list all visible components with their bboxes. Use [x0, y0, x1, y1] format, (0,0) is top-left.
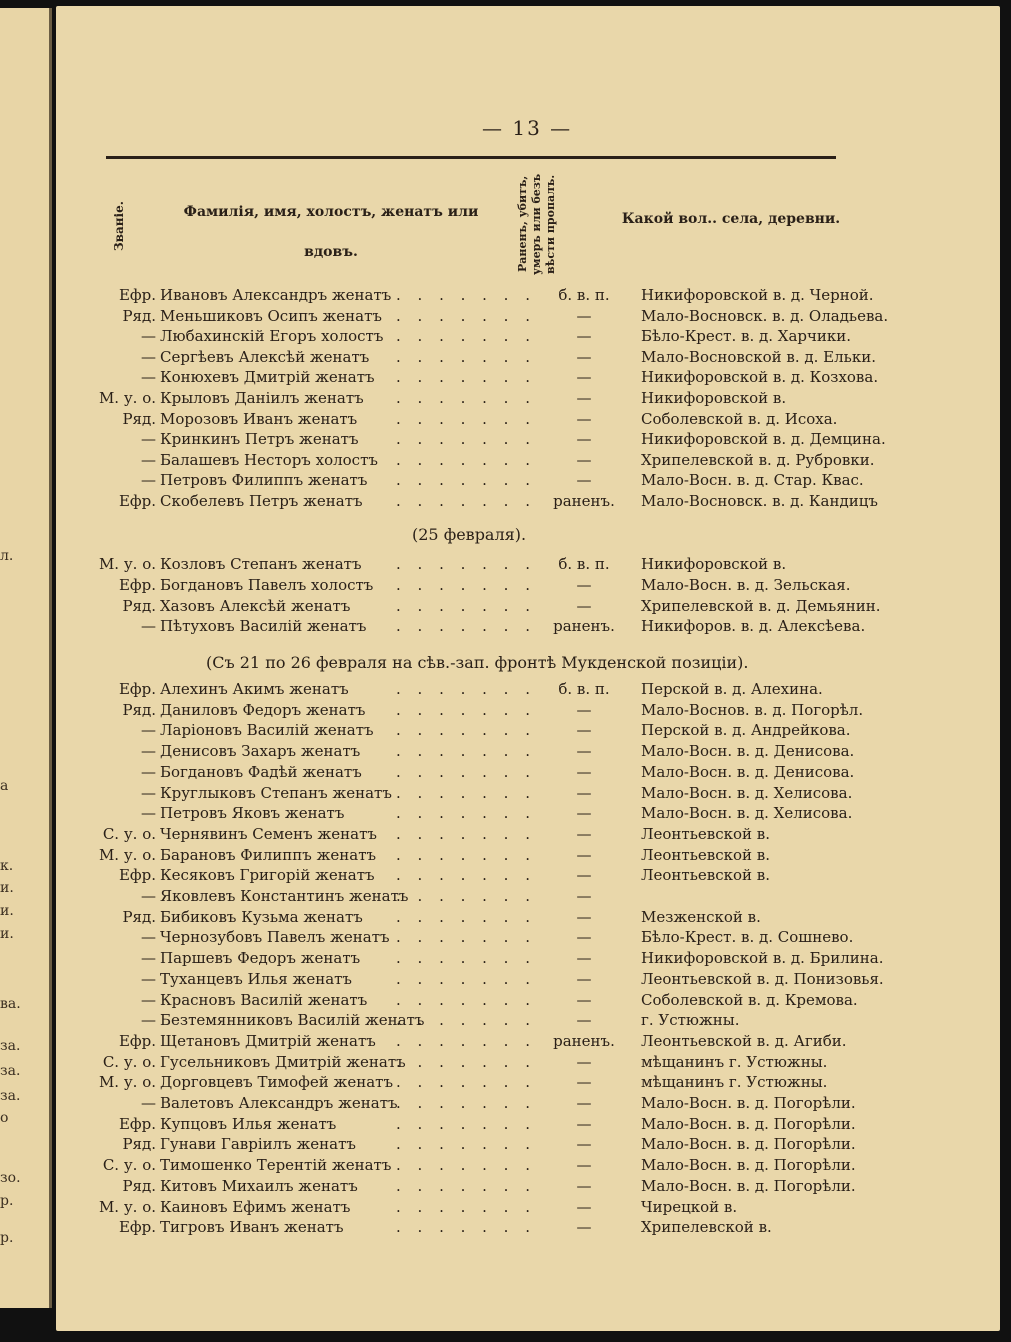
leader-dots: . . . . . . . — [396, 700, 536, 719]
row-status: — — [576, 450, 592, 469]
row-place: Мало-Восновск. в. д. Оладьева. — [641, 306, 889, 325]
row-place: Леонтьевской в. д. Понизовья. — [641, 969, 884, 988]
table-row — [96, 1177, 896, 1197]
table-row — [96, 576, 896, 596]
table-row — [96, 721, 896, 741]
row-name: Гусельниковъ Дмитрій женатъ — [160, 1052, 406, 1071]
row-name: Меньшиковъ Осипъ женатъ — [160, 306, 382, 325]
row-name: Петровъ Филиппъ женатъ — [160, 471, 368, 490]
row-rank: Ряд. — [122, 409, 156, 428]
table-row — [96, 307, 896, 327]
section-title-mukden: (Съ 21 по 26 февраля на сѣв.-зап. фронтѣ Мукденской позиціи). — [206, 653, 749, 672]
row-place: Никифоров. в. д. Алексѣева. — [641, 617, 866, 636]
left-page-fragment: л. — [0, 548, 14, 564]
row-status: — — [576, 762, 592, 781]
header-name: Фамилія, имя, холостъ, женатъ или вдовъ. — [183, 204, 479, 260]
row-rank: М. у. о. — [98, 1073, 156, 1092]
table-row — [96, 763, 896, 783]
table-row — [96, 908, 896, 928]
row-name: Китовъ Михаилъ женатъ — [160, 1176, 358, 1195]
row-rank: — — [141, 969, 156, 988]
table-row — [96, 286, 896, 306]
table-row — [96, 1218, 896, 1238]
table-row — [96, 1011, 896, 1031]
left-page-fragment: р. — [0, 1230, 14, 1246]
left-page-fragment: за. — [0, 1088, 21, 1104]
left-page-fragment: к. — [0, 858, 14, 874]
leader-dots: . . . . . . . — [396, 845, 536, 864]
row-name: Балашевъ Несторъ холостъ — [160, 450, 378, 469]
row-name: Любахинскій Егоръ холостъ — [160, 327, 384, 346]
row-rank: Ефр. — [118, 575, 156, 594]
row-status: — — [576, 1094, 592, 1112]
table-row — [96, 471, 896, 491]
row-place: Никифоровской в. д. Черной. — [641, 286, 874, 304]
row-status: — — [576, 471, 592, 490]
table-row — [96, 1094, 896, 1114]
row-rank: Ряд. — [122, 1176, 156, 1195]
row-name: Купцовъ Илья женатъ — [160, 1114, 337, 1133]
table-row — [96, 348, 896, 368]
leader-dots: . . . . . . . — [396, 949, 536, 968]
row-place: Чирецкой в. — [641, 1197, 738, 1216]
row-name: Алехинъ Акимъ женатъ — [160, 680, 349, 698]
row-place: Хрипелевской в. д. Демьянин. — [641, 596, 881, 615]
row-rank: — — [141, 368, 156, 387]
leader-dots: . . . . . . . — [396, 1094, 536, 1112]
leader-dots: . . . . . . . — [396, 596, 536, 615]
table-row — [96, 970, 896, 990]
leader-dots: . . . . . . . — [396, 1176, 536, 1195]
row-rank: — — [141, 450, 156, 469]
row-name: Чернозубовъ Павелъ женатъ — [160, 928, 390, 947]
table-row — [96, 784, 896, 804]
table-row — [96, 430, 896, 450]
row-rank: Ефр. — [118, 1114, 156, 1133]
leader-dots: . . . . . . . — [396, 430, 536, 449]
table-row — [96, 555, 896, 575]
row-rank: — — [141, 430, 156, 449]
left-page-fragment: ва. — [0, 996, 21, 1012]
row-status: — — [576, 949, 592, 968]
row-status: раненъ. — [553, 617, 615, 636]
row-rank: М. у. о. — [98, 555, 156, 573]
row-name: Безтемянниковъ Василій женатъ — [160, 1011, 425, 1030]
leader-dots: . . . . . . . — [396, 969, 536, 988]
row-place: Леонтьевской в. — [641, 866, 770, 885]
row-status: — — [576, 1052, 592, 1071]
row-rank: Ефр. — [118, 866, 156, 885]
row-place: Мало-Восн. в. д. Хелисова. — [641, 783, 853, 802]
row-status: — — [576, 804, 592, 823]
row-place: Мало-Восн. в. д. Погорѣли. — [641, 1135, 856, 1154]
row-name: Туханцевъ Илья женатъ — [160, 969, 352, 988]
row-status: — — [576, 596, 592, 615]
row-rank: Ефр. — [118, 286, 156, 304]
table-row — [96, 451, 896, 471]
table-row — [96, 1135, 896, 1155]
row-place: Соболевской в. д. Исоха. — [641, 409, 838, 428]
row-place: Соболевской в. д. Кремова. — [641, 990, 858, 1009]
row-place: Леонтьевской в. — [641, 845, 770, 864]
row-rank: Ефр. — [118, 680, 156, 698]
row-status: б. в. п. — [558, 555, 610, 573]
row-rank: С. у. о. — [102, 1156, 156, 1175]
row-place: Мало-Воснов. в. д. Погорѣл. — [641, 700, 864, 719]
leader-dots: . . . . . . . — [396, 990, 536, 1009]
leader-dots: . . . . . . . — [396, 347, 536, 366]
row-status: — — [576, 1011, 592, 1030]
leader-dots: . . . . . . . — [396, 492, 536, 510]
leader-dots: . . . . . . . — [396, 907, 536, 926]
row-place: г. Устюжны. — [641, 1011, 740, 1030]
row-rank: М. у. о. — [98, 389, 156, 407]
row-place: Бѣло-Крест. в. д. Харчики. — [641, 327, 852, 346]
leader-dots: . . . . . . . — [396, 617, 536, 636]
row-name: Петровъ Яковъ женатъ — [160, 804, 345, 823]
row-status: — — [576, 1156, 592, 1175]
row-place: Мало-Восн. в. д. Погорѣли. — [641, 1114, 856, 1133]
row-place: Хрипелевской в. д. Рубровки. — [641, 450, 875, 469]
row-rank: — — [141, 887, 156, 905]
row-rank: — — [141, 327, 156, 346]
left-page-fragment: и. — [0, 926, 14, 942]
row-status: — — [576, 1218, 592, 1237]
row-place: Мало-Восновск. в. д. Кандицъ — [641, 492, 878, 510]
leader-dots: . . . . . . . — [396, 1218, 536, 1237]
leader-dots: . . . . . . . — [396, 887, 536, 905]
row-status: — — [576, 575, 592, 594]
row-status: — — [576, 1197, 592, 1216]
row-rank: — — [141, 617, 156, 636]
row-status: — — [576, 347, 592, 366]
left-page-fragment: и. — [0, 880, 14, 896]
row-name: Тимошенко Терентій женатъ — [160, 1156, 392, 1175]
row-rank: М. у. о. — [98, 845, 156, 864]
leader-dots: . . . . . . . — [396, 1011, 536, 1030]
row-name: Сергѣевъ Алексѣй женатъ — [160, 347, 370, 366]
left-page-fragment: и. — [0, 903, 14, 919]
leader-dots: . . . . . . . — [396, 928, 536, 947]
row-name: Пѣтуховъ Василій женатъ — [160, 617, 367, 636]
leader-dots: . . . . . . . — [396, 804, 536, 823]
table-row — [96, 1032, 896, 1052]
row-status: — — [576, 409, 592, 428]
row-name: Каиновъ Ефимъ женатъ — [160, 1197, 351, 1216]
leader-dots: . . . . . . . — [396, 783, 536, 802]
row-rank: — — [141, 783, 156, 802]
row-status: — — [576, 990, 592, 1009]
row-rank: — — [141, 804, 156, 823]
left-page-fragment: о — [0, 1110, 9, 1126]
row-name: Гунави Гавріилъ женатъ — [160, 1135, 356, 1154]
row-name: Красновъ Василій женатъ — [160, 990, 368, 1009]
leader-dots: . . . . . . . — [396, 575, 536, 594]
leader-dots: . . . . . . . — [396, 1135, 536, 1154]
document-page — [56, 6, 1000, 1331]
row-place: Никифоровской в. — [641, 555, 787, 573]
row-place: Мало-Восн. в. д. Зельская. — [641, 575, 851, 594]
row-place: Мало-Восн. в. д. Стар. Квас. — [641, 471, 864, 490]
header-place: Какой вол.. села, деревни. — [621, 211, 841, 227]
row-place: Мезженской в. — [641, 907, 761, 926]
row-place: Перской в. д. Алехина. — [641, 680, 823, 698]
table-row — [96, 1198, 896, 1218]
row-place: мѣщанинъ г. Устюжны. — [641, 1073, 828, 1092]
row-name: Ларіоновъ Василій женатъ — [160, 721, 374, 740]
row-place: Мало-Восн. в. д. Погорѣли. — [641, 1156, 856, 1175]
row-name: Валетовъ Александръ женатъ — [160, 1094, 398, 1112]
row-rank: Ряд. — [122, 1135, 156, 1154]
row-rank: Ряд. — [122, 596, 156, 615]
row-rank: Ряд. — [122, 306, 156, 325]
row-status: — — [576, 824, 592, 843]
row-name: Морозовъ Иванъ женатъ — [160, 409, 358, 428]
table-row — [96, 866, 896, 886]
leader-dots: . . . . . . . — [396, 1197, 536, 1216]
leader-dots: . . . . . . . — [396, 389, 536, 407]
row-rank: — — [141, 471, 156, 490]
row-name: Богдановъ Павелъ холостъ — [160, 575, 374, 594]
row-status: б. в. п. — [558, 286, 610, 304]
row-name: Чернявинъ Семенъ женатъ — [160, 824, 377, 843]
table-row — [96, 991, 896, 1011]
row-status: — — [576, 866, 592, 885]
row-name: Хазовъ Алексѣй женатъ — [160, 596, 351, 615]
row-name: Конюхевъ Дмитрій женатъ — [160, 368, 375, 387]
left-page-fragment: р. — [0, 1193, 14, 1209]
page-edge-divider — [49, 8, 52, 1308]
leader-dots: . . . . . . . — [396, 680, 536, 698]
row-name: Скобелевъ Петръ женатъ — [160, 492, 363, 510]
leader-dots: . . . . . . . — [396, 721, 536, 740]
table-row — [96, 949, 896, 969]
leader-dots: . . . . . . . — [396, 1114, 536, 1133]
row-name: Богдановъ Фадѣй женатъ — [160, 762, 362, 781]
row-status: — — [576, 845, 592, 864]
row-rank: С. у. о. — [102, 824, 156, 843]
row-status: — — [576, 1114, 592, 1133]
table-row — [96, 742, 896, 762]
row-name: Даниловъ Федоръ женатъ — [160, 700, 366, 719]
table-top-rule — [106, 156, 836, 159]
row-name: Барановъ Филиппъ женатъ — [160, 845, 377, 864]
leader-dots: . . . . . . . — [396, 742, 536, 761]
row-status: — — [576, 700, 592, 719]
row-rank: Ряд. — [122, 907, 156, 926]
row-name: Козловъ Степанъ женатъ — [160, 555, 362, 573]
row-place: Леонтьевской в. д. Агиби. — [641, 1031, 847, 1050]
row-name: Яковлевъ Константинъ женатъ — [160, 887, 409, 905]
row-rank: — — [141, 928, 156, 947]
row-status: — — [576, 430, 592, 449]
row-rank: — — [141, 990, 156, 1009]
table-row — [96, 887, 896, 907]
leader-dots: . . . . . . . — [396, 1052, 536, 1071]
row-rank: Ряд. — [122, 700, 156, 719]
row-place: мѣщанинъ г. Устюжны. — [641, 1052, 828, 1071]
leader-dots: . . . . . . . — [396, 866, 536, 885]
table-row — [96, 368, 896, 388]
row-place: Хрипелевской в. — [641, 1218, 772, 1237]
header-rank: Званіе. — [112, 201, 126, 251]
row-name: Паршевъ Федоръ женатъ — [160, 949, 361, 968]
table-row — [96, 492, 896, 512]
row-place: Мало-Восн. в. д. Погорѣли. — [641, 1176, 856, 1195]
row-status: — — [576, 887, 592, 905]
row-place: Никифоровской в. — [641, 389, 787, 407]
row-name: Щетановъ Дмитрій женатъ — [160, 1031, 376, 1050]
row-rank: — — [141, 1011, 156, 1030]
row-rank: Ефр. — [118, 492, 156, 510]
row-rank: Ефр. — [118, 1031, 156, 1050]
table-row — [96, 846, 896, 866]
table-row — [96, 389, 896, 409]
row-place: Мало-Восн. в. д. Погорѣли. — [641, 1094, 856, 1112]
row-status: — — [576, 368, 592, 387]
row-name: Денисовъ Захаръ женатъ — [160, 742, 361, 761]
table-row — [96, 928, 896, 948]
leader-dots: . . . . . . . — [396, 824, 536, 843]
row-name: Ивановъ Александръ женатъ — [160, 286, 392, 304]
row-rank: — — [141, 762, 156, 781]
leader-dots: . . . . . . . — [396, 1073, 536, 1092]
row-place: Мало-Восновской в. д. Ельки. — [641, 347, 876, 366]
left-page-fragment: за. — [0, 1063, 21, 1079]
leader-dots: . . . . . . . — [396, 286, 536, 304]
row-status: — — [576, 1176, 592, 1195]
table-row — [96, 701, 896, 721]
row-place: Мало-Восн. в. д. Денисова. — [641, 762, 855, 781]
row-rank: Ефр. — [118, 1218, 156, 1237]
row-place: Никифоровской в. д. Демцина. — [641, 430, 886, 449]
row-name: Кринкинъ Петръ женатъ — [160, 430, 359, 449]
row-place: Никифоровской в. д. Козхова. — [641, 368, 879, 387]
row-status: — — [576, 327, 592, 346]
leader-dots: . . . . . . . — [396, 1031, 536, 1050]
leader-dots: . . . . . . . — [396, 409, 536, 428]
row-status: — — [576, 1073, 592, 1092]
row-status: — — [576, 1135, 592, 1154]
header-status: Раненъ, убитъ, умеръ или безъ вѣсти пропалъ. — [516, 173, 557, 275]
table-row — [96, 804, 896, 824]
row-status: — — [576, 306, 592, 325]
leader-dots: . . . . . . . — [396, 327, 536, 346]
table-row — [96, 1115, 896, 1135]
section-title-25-february: (25 февраля). — [412, 525, 527, 544]
row-status: — — [576, 721, 592, 740]
row-status: — — [576, 969, 592, 988]
row-status: раненъ. — [553, 492, 615, 510]
leader-dots: . . . . . . . — [396, 306, 536, 325]
leader-dots: . . . . . . . — [396, 368, 536, 387]
row-status: — — [576, 389, 592, 407]
leader-dots: . . . . . . . — [396, 450, 536, 469]
leader-dots: . . . . . . . — [396, 471, 536, 490]
table-row — [96, 1156, 896, 1176]
table-row — [96, 327, 896, 347]
row-rank: С. у. о. — [102, 1052, 156, 1071]
row-rank: — — [141, 721, 156, 740]
row-status: — — [576, 907, 592, 926]
row-place: Леонтьевской в. — [641, 824, 770, 843]
row-rank: — — [141, 347, 156, 366]
table-row — [96, 825, 896, 845]
row-status: б. в. п. — [558, 680, 610, 698]
row-name: Тигровъ Иванъ женатъ — [160, 1218, 344, 1237]
row-place: Бѣло-Крест. в. д. Сошнево. — [641, 928, 854, 947]
row-rank: — — [141, 742, 156, 761]
row-name: Бибиковъ Кузьма женатъ — [160, 907, 363, 926]
left-page-fragment: а — [0, 778, 9, 794]
table-row — [96, 1053, 896, 1073]
row-rank: — — [141, 949, 156, 968]
row-status: раненъ. — [553, 1031, 615, 1050]
row-place: Мало-Восн. в. д. Хелисова. — [641, 804, 853, 823]
page-number: — 13 — — [482, 116, 573, 140]
row-name: Крыловъ Даніилъ женатъ — [160, 389, 364, 407]
left-page-edge — [0, 8, 52, 1308]
table-row — [96, 617, 896, 637]
table-row — [96, 680, 896, 700]
row-place: Мало-Восн. в. д. Денисова. — [641, 742, 855, 761]
table-row — [96, 410, 896, 430]
row-place: Никифоровской в. д. Брилина. — [641, 949, 884, 968]
left-page-fragment: зо. — [0, 1170, 21, 1186]
row-status: — — [576, 742, 592, 761]
table-row — [96, 597, 896, 617]
leader-dots: . . . . . . . — [396, 555, 536, 573]
row-name: Кесяковъ Григорій женатъ — [160, 866, 375, 885]
row-name: Дорговцевъ Тимофей женатъ — [160, 1073, 393, 1092]
row-status: — — [576, 928, 592, 947]
table-row — [96, 1073, 896, 1093]
row-rank: — — [141, 1094, 156, 1112]
row-rank: М. у. о. — [98, 1197, 156, 1216]
row-place: Перской в. д. Андрейкова. — [641, 721, 851, 740]
left-page-fragment: за. — [0, 1038, 21, 1054]
row-name: Круглыковъ Степанъ женатъ — [160, 783, 392, 802]
row-status: — — [576, 783, 592, 802]
leader-dots: . . . . . . . — [396, 1156, 536, 1175]
leader-dots: . . . . . . . — [396, 762, 536, 781]
